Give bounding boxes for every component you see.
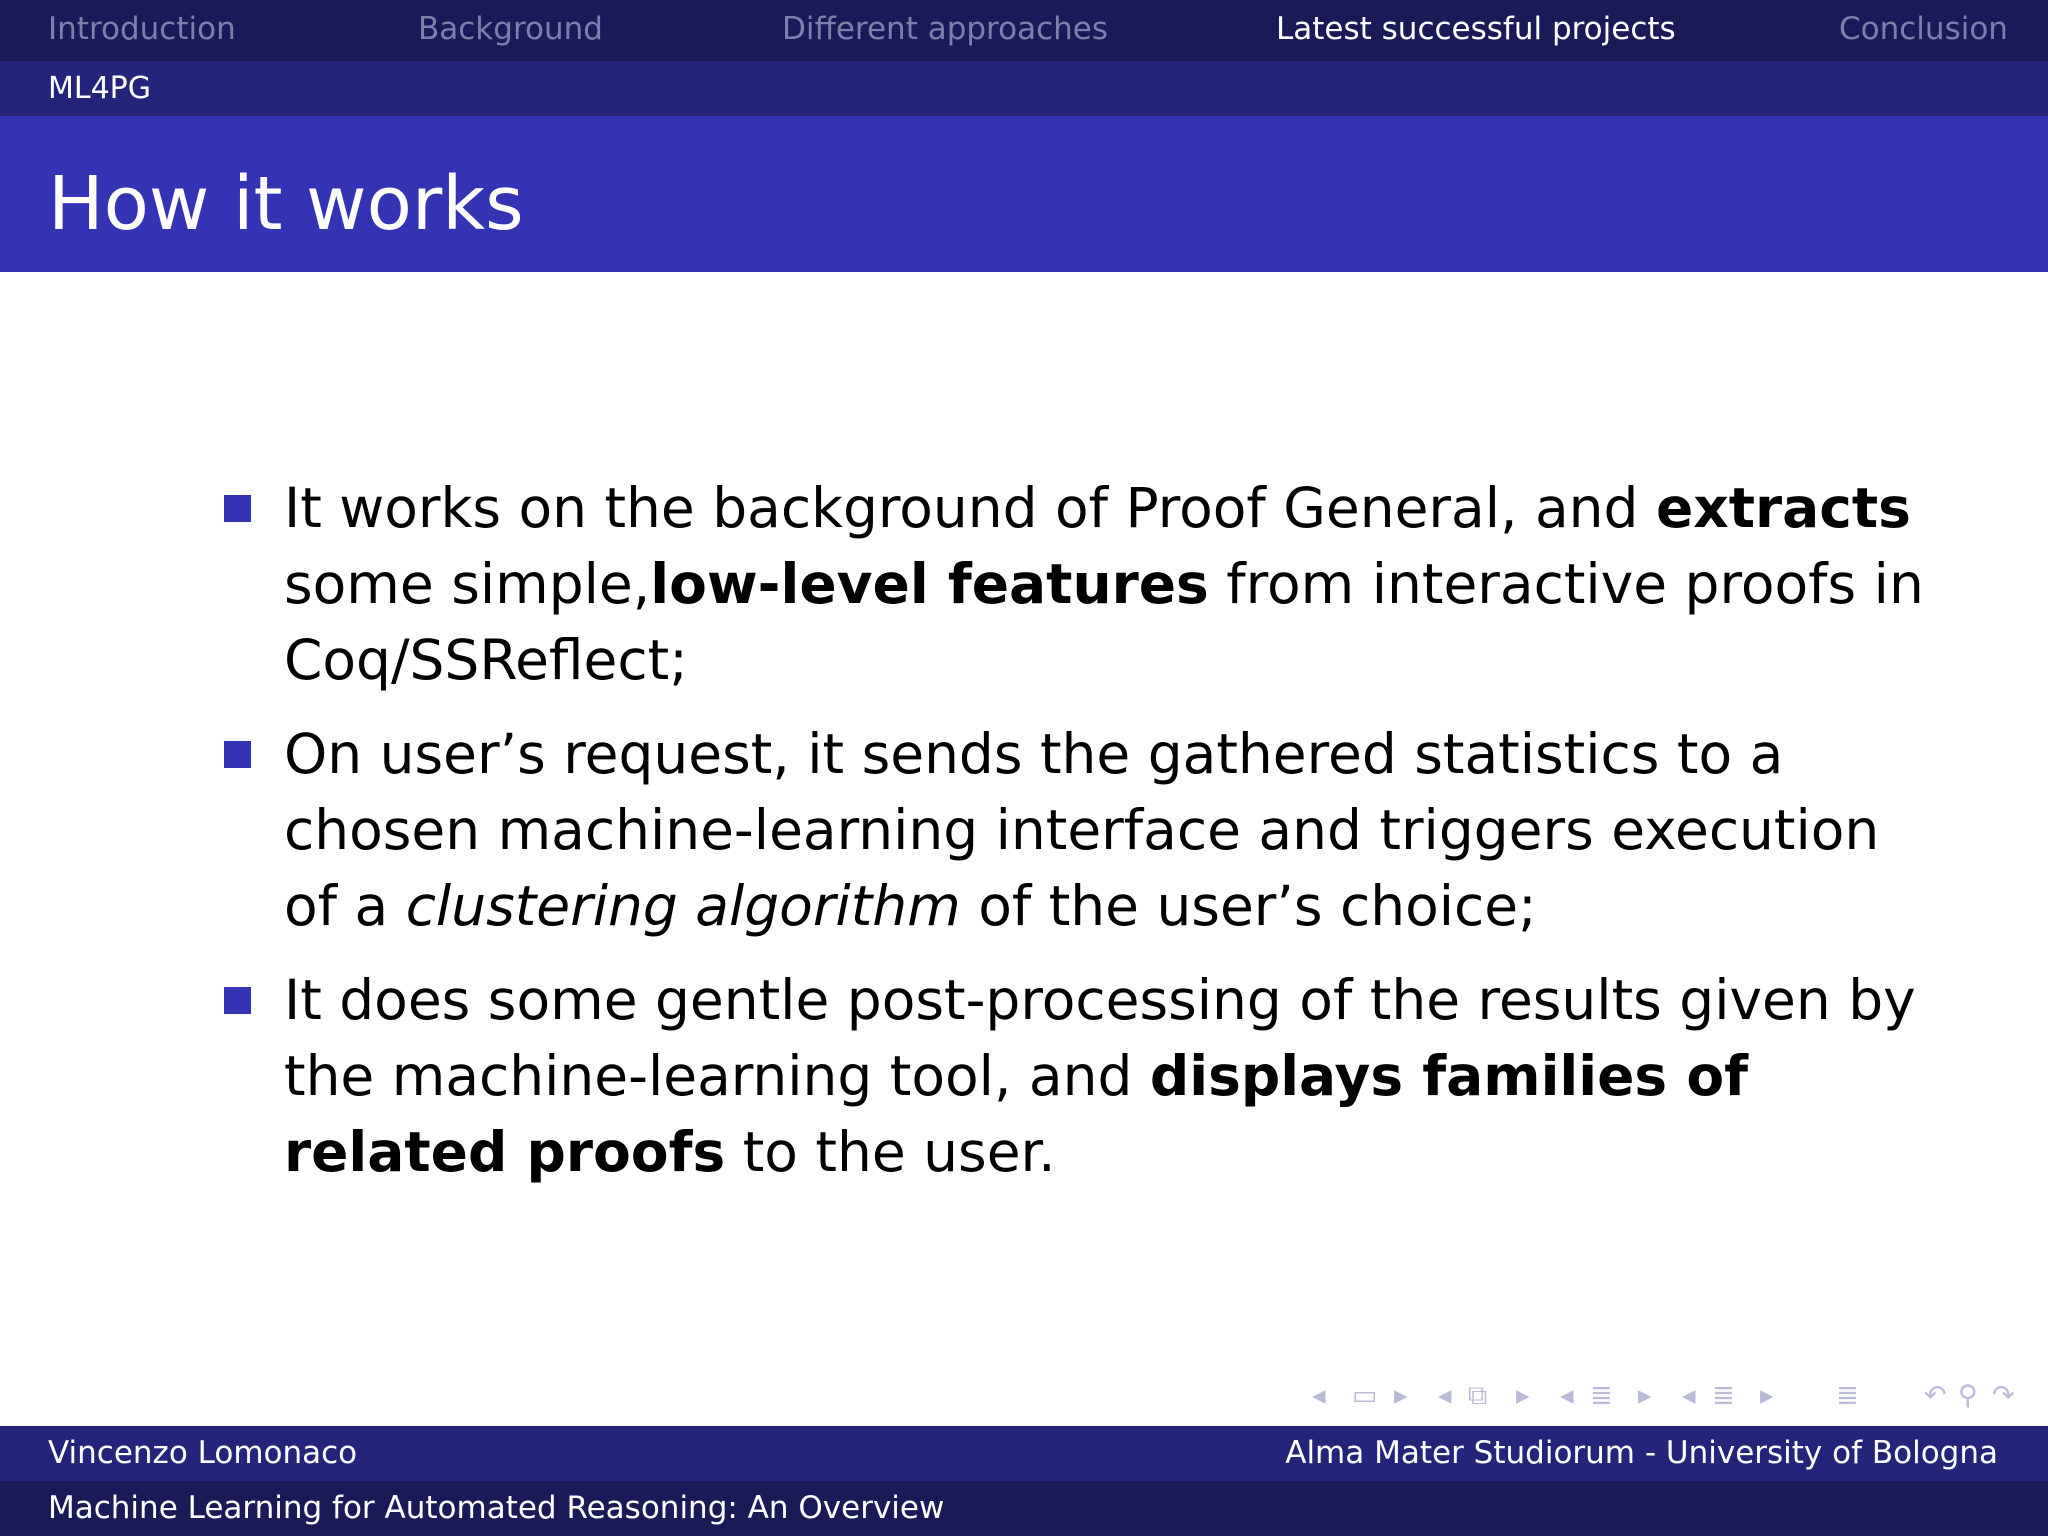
- bullet-bold-text: displays families of related proofs: [284, 1044, 1749, 1184]
- bullet-italic-text: clustering algorithm: [405, 874, 961, 938]
- subsection-icon[interactable]: ≣: [1590, 1380, 1613, 1411]
- bullet-text: It does some gentle post-processing of the results given by the machine-learning tool, and: [284, 968, 1916, 1108]
- arrow-right-icon[interactable]: ▸: [1516, 1380, 1530, 1411]
- arrow-left-icon[interactable]: ◂: [1682, 1380, 1696, 1411]
- frame-title-bar: [0, 116, 2048, 272]
- footer-author-bar: [0, 1426, 2048, 1481]
- square-bullet-icon: [224, 741, 251, 768]
- bullet-text: from interactive proofs in Coq/SSReflect;: [284, 552, 1924, 692]
- back-icon[interactable]: ↶: [1924, 1380, 1947, 1411]
- section-icon[interactable]: ≣: [1712, 1380, 1735, 1411]
- beamer-navigation-symbols: [1312, 1378, 2032, 1414]
- arrow-left-icon[interactable]: ◂: [1560, 1380, 1574, 1411]
- arrow-left-icon[interactable]: ◂: [1438, 1380, 1452, 1411]
- nav-subsection-ml4pg[interactable]: ML4PG: [48, 71, 152, 106]
- bullet-text: It works on the background of Proof General, and: [284, 476, 1656, 540]
- bullet-item: [224, 716, 1944, 944]
- nav-section-latest-successful-projects[interactable]: Latest successful projects: [1276, 11, 1676, 47]
- nav-section-conclusion[interactable]: Conclusion: [1839, 11, 2008, 47]
- search-icon[interactable]: ⚲: [1958, 1380, 1978, 1411]
- slide-title: How it works: [48, 161, 524, 247]
- square-bullet-icon: [224, 495, 251, 522]
- bullet-list: [224, 470, 1944, 1208]
- frames-icon[interactable]: ⧉: [1468, 1380, 1488, 1411]
- bullet-bold-text: low-level features: [650, 552, 1209, 616]
- document-icon[interactable]: ≣: [1836, 1380, 1859, 1411]
- bullet-text: On user’s request, it sends the gathered statistics to a chosen machine-learning interface and triggers execution of a: [284, 722, 1880, 938]
- bullet-text: of the user’s choice;: [960, 874, 1537, 938]
- forward-icon[interactable]: ↷: [1992, 1380, 2015, 1411]
- arrow-right-icon[interactable]: ▸: [1638, 1380, 1652, 1411]
- bullet-item: [224, 962, 1944, 1190]
- square-bullet-icon: [224, 987, 251, 1014]
- section-navigation-bar: [0, 0, 2048, 61]
- footer-talk-title: Machine Learning for Automated Reasoning: An Overview: [48, 1490, 945, 1526]
- subsection-navigation-bar: [0, 61, 2048, 116]
- arrow-right-icon[interactable]: ▸: [1394, 1380, 1408, 1411]
- footer-institution: Alma Mater Studiorum - University of Bologna: [1285, 1435, 1998, 1471]
- bullet-bold-text: extracts: [1655, 476, 1911, 540]
- nav-section-introduction[interactable]: Introduction: [48, 11, 236, 47]
- nav-section-background[interactable]: Background: [418, 11, 603, 47]
- footer-title-bar: [0, 1481, 2048, 1536]
- frame-icon[interactable]: ▭: [1352, 1380, 1378, 1411]
- bullet-text: some simple,: [284, 552, 651, 616]
- footer-author: Vincenzo Lomonaco: [48, 1435, 358, 1471]
- bullet-item: [224, 470, 1944, 698]
- arrow-right-icon[interactable]: ▸: [1760, 1380, 1774, 1411]
- arrow-left-icon[interactable]: ◂: [1312, 1380, 1326, 1411]
- nav-section-different-approaches[interactable]: Different approaches: [782, 11, 1108, 47]
- bullet-text: to the user.: [725, 1120, 1056, 1184]
